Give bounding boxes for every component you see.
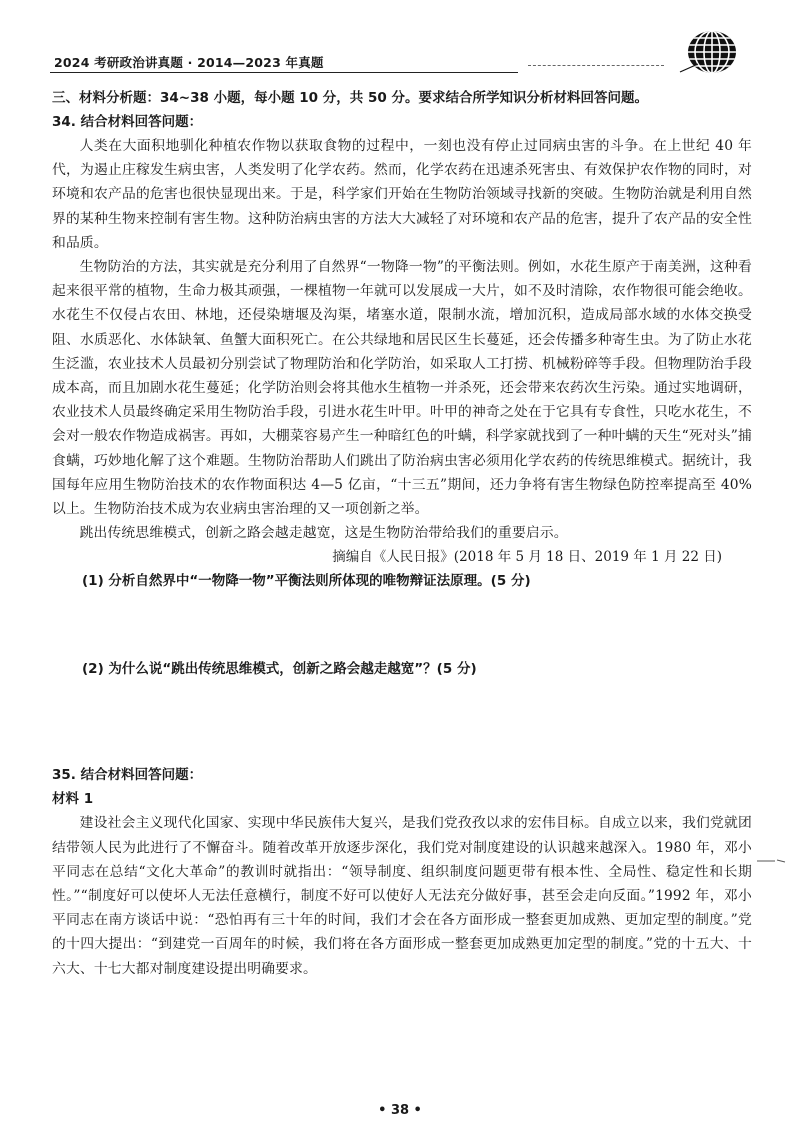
question-34-subquestion-2: (2) 为什么说“跳出传统思维模式，创新之路会越走越宽”？(5 分) — [82, 661, 477, 678]
section-heading: 三、材料分析题：34~38 小题，每小题 10 分，共 50 分。要求结合所学知识分析材料回答问题。 — [52, 90, 648, 106]
header-dashed-rule — [528, 65, 664, 66]
page-number: • 38 • — [378, 1103, 422, 1118]
globe-logo-icon — [676, 28, 744, 76]
question-34-title: 34. 结合材料回答问题： — [52, 114, 203, 130]
header-rule — [50, 72, 518, 73]
material-label: 材料 1 — [52, 791, 94, 808]
question-34-source: 摘编自《人民日报》(2018 年 5 月 18 日、2019 年 1 月 22 日) — [332, 549, 722, 566]
question-34-paragraph: 人类在大面积地驯化种植农作物以获取食物的过程中，一刻也没有停止过同病虫害的斗争。在上世纪 40 年代，为遏止庄稼发生病虫害，人类发明了化学农药。然而，化学农药在迅速杀死害虫、有效保护农作物的同时，对环境和农产品的危害也很快显现出来。于是，科学家们开始在生物防治领域寻找新的突破。生物防治就是利用自然界的某种生物来控制有害生物。这种防治病虫害的方法大大减轻了对环境和农产品的危害，提升了农产品的安全性和品质。 — [52, 138, 752, 251]
header-title: 2024 考研政治讲真题 · 2014—2023 年真题 — [54, 55, 324, 70]
question-35-title: 35. 结合材料回答问题： — [52, 767, 203, 784]
scan-mark — [757, 858, 787, 864]
question-35-paragraph: 建设社会主义现代化国家、实现中华民族伟大复兴，是我们党孜孜以求的宏伟目标。自成立以来，我们党就团结带领人民为此进行了不懈奋斗。随着改革开放逐步深化，我们党对制度建设的认识越来越深入。1980 年，邓小平同志在总结“文化大革命”的教训时就指出：“领导制度、组织制度问题更带有根本性、全局性、稳定性和长期性。”“制度好可以使坏人无法任意横行，制度不好可以使好人无法充分做好事，甚至会走向反面。”1992 年，邓小平同志在南方谈话中说：“恐怕再有三十年的时间，我们才会在各方面形成一整套更加成熟、更加定型的制度。”党的十四大提出：“到建党一百周年的时候，我们将在各方面形成一整套更加成熟更加定型的制度。”党的十五大、十六大、十七大都对制度建设提出明确要求。 — [52, 815, 752, 977]
answer-space — [52, 681, 752, 763]
question-34-subquestion-1: (1) 分析自然界中“一物降一物”平衡法则所体现的唯物辩证法原理。(5 分) — [82, 573, 531, 590]
page-content — [52, 86, 752, 981]
answer-space — [52, 593, 752, 657]
question-34-paragraph: 生物防治的方法，其实就是充分利用了自然界“一物降一物”的平衡法则。例如，水花生原产于南美洲，这种看起来很平常的植物，生命力极其顽强，一棵植物一年就可以发展成一大片，如不及时清除，农作物很可能会绝收。水花生不仅侵占农田、林地，还侵染塘堰及沟渠，堵塞水道，限制水流，增加沉积，造成局部水域的水体交换受阻、水质恶化、水体缺氧、鱼蟹大面积死亡。在公共绿地和居民区生长蔓延，还会传播多种寄生虫。为了防止水花生泛滥，农业技术人员最初分别尝试了物理防治和化学防治，如采取人工打捞、机械粉碎等手段。但物理防治手段成本高，而且加剧水花生蔓延；化学防治则会将其他水生植物一并杀死，还会带来农药次生污染。通过实地调研，农业技术人员最终确定采用生物防治手段，引进水花生叶甲。叶甲的神奇之处在于它具有专食性，只吃水花生，不会对一般农作物造成祸害。再如，大棚菜容易产生一种暗红色的叶螨，科学家就找到了一种叶螨的天生“死对头”捕食螨，巧妙地化解了这个难题。生物防治帮助人们跳出了防治病虫害必须用化学农药的传统思维模式。据统计，我国每年应用生物防治技术的农作物面积达 4—5 亿亩，“十三五”期间，还力争将有害生物绿色防控率提高至 40% 以上。生物防治技术成为农业病虫害治理的又一项创新之举。 — [52, 259, 752, 518]
question-34-paragraph: 跳出传统思维模式，创新之路会越走越宽，这是生物防治带给我们的重要启示。 — [79, 525, 568, 542]
